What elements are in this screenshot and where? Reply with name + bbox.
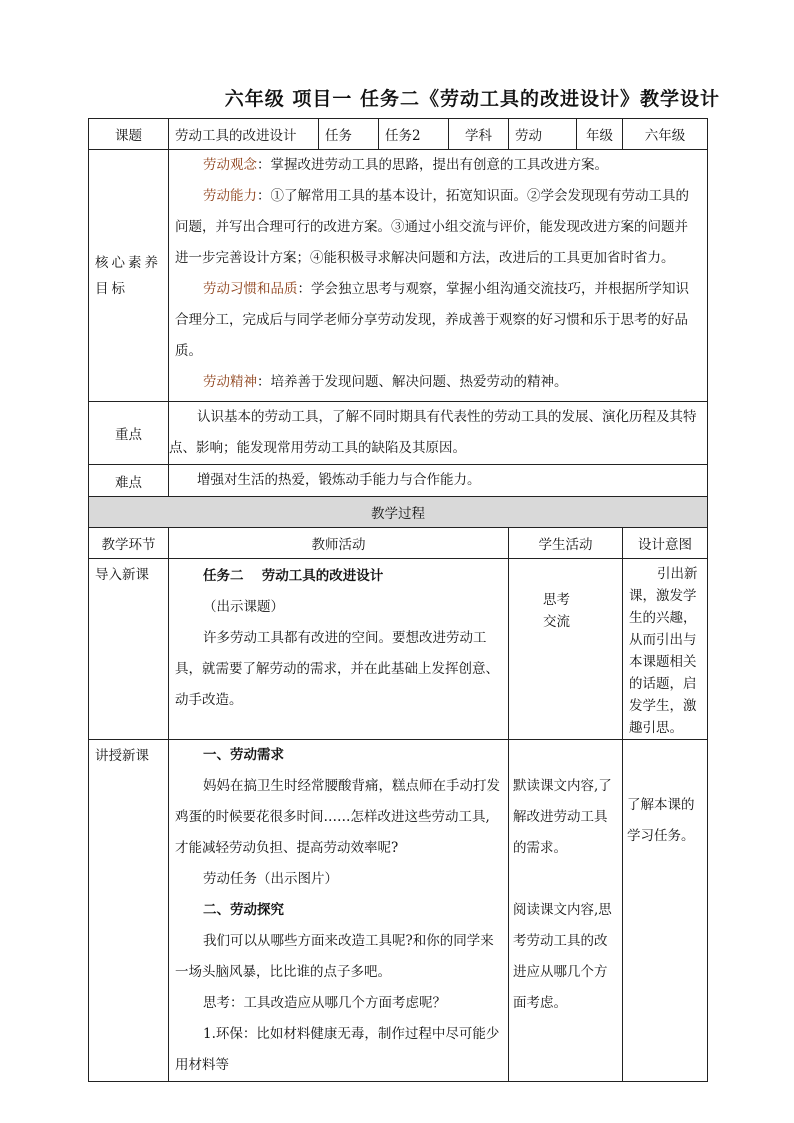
process-header-row: [89, 497, 708, 528]
difficulty-row: [89, 465, 708, 497]
teacher-activity: [169, 559, 509, 740]
literacy-item: [169, 181, 707, 274]
teacher-activity: [169, 740, 509, 1082]
column-header-stage: 教学环节: [89, 528, 169, 559]
stage-label: 讲授新课: [89, 740, 169, 1082]
literacy-item: [169, 274, 707, 367]
design-intent: [623, 740, 708, 1082]
teacher-paragraph: 1.环保：比如材料健康无毒，制作过程中尽可能少用材料等: [175, 1026, 500, 1073]
key-point-text: 认识基本的劳动工具，了解不同时期具有代表性的劳动工具的发展、演化历程及其特点、影响；能发现常用劳动工具的缺陷及其原因。: [169, 402, 708, 465]
key-point-label: 重点: [89, 402, 169, 465]
difficulty-label: 难点: [89, 465, 169, 497]
column-header-student: 学生活动: [509, 528, 623, 559]
header-row: [89, 119, 708, 150]
subject-label: 学科: [449, 119, 509, 150]
section-heading: 二、劳动探究: [203, 902, 284, 918]
literacy-key: 劳动观念: [203, 157, 257, 173]
column-header-teacher: 教师活动: [169, 528, 509, 559]
design-intent: 引出新课，激发学生的兴趣，从而引出与本课题相关的话题，启发学生，激趣引思。: [623, 559, 708, 740]
student-activity: [509, 559, 623, 740]
process-header: 教学过程: [89, 497, 708, 528]
literacy-key: 劳动能力: [203, 188, 257, 204]
literacy-text: ：培养善于发现问题、解决问题、热爱劳动的精神。: [257, 374, 568, 390]
process-columns-row: [89, 528, 708, 559]
teacher-paragraph: 劳动任务（出示图片）: [203, 871, 338, 887]
key-point-row: [89, 402, 708, 465]
column-header-intent: 设计意图: [623, 528, 708, 559]
subject-value: 劳动: [509, 119, 577, 150]
grade-value: 六年级: [623, 119, 708, 150]
task-label: 任务: [319, 119, 379, 150]
literacy-item: [169, 150, 707, 181]
section-heading: 一、劳动需求: [203, 747, 284, 763]
page-title: 六年级 项目一 任务二《劳动工具的改进设计》教学设计: [224, 88, 720, 110]
student-line: 交流: [543, 614, 570, 630]
teacher-paragraph: （出示课题）: [203, 599, 284, 615]
task-value: 任务2: [379, 119, 449, 150]
difficulty-text: 增强对生活的热爱，锻炼动手能力与合作能力。: [169, 465, 708, 497]
teacher-paragraph: 妈妈在搞卫生时经常腰酸背痛，糕点师在手动打发鸡蛋的时候要花很多时间……怎样改进这些劳动工具,才能减轻劳动负担、提高劳动效率呢?: [175, 778, 500, 856]
student-activity: [509, 740, 623, 1082]
process-row-intro: [89, 559, 708, 740]
teacher-paragraph: 许多劳动工具都有改进的空间。要想改进劳动工具，就需要了解劳动的需求，并在此基础上发挥创意、动手改造。: [175, 630, 499, 708]
literacy-text: ：掌握改进劳动工具的思路，提出有创意的工具改进方案。: [257, 157, 608, 173]
student-paragraph: 默读课文内容,了解改进劳动工具的需求。: [513, 778, 612, 856]
literacy-item: [169, 367, 707, 398]
grade-label: 年级: [577, 119, 623, 150]
topic-label: 课题: [89, 119, 169, 150]
teacher-heading: 任务二 劳动工具的改进设计: [203, 568, 384, 584]
literacy-key: 劳动习惯和品质: [203, 281, 298, 297]
process-row-main: [89, 740, 708, 1082]
student-paragraph: 阅读课文内容,思考劳动工具的改进应从哪几个方面考虑。: [513, 902, 612, 1011]
core-literacy-label: 核心素养目标: [89, 150, 169, 402]
core-literacy-row: [89, 150, 708, 402]
stage-label: 导入新课: [89, 559, 169, 740]
core-literacy-content: [169, 150, 708, 402]
lesson-plan-table: [88, 118, 708, 1082]
teacher-paragraph: 思考：工具改造应从哪几个方面考虑呢？: [203, 995, 446, 1011]
intent-text: 了解本课的学习任务。: [627, 797, 695, 844]
teacher-paragraph: 我们可以从哪些方面来改造工具呢?和你的同学来一场头脑风暴，比比谁的点子多吧。: [175, 933, 494, 980]
literacy-key: 劳动精神: [203, 374, 257, 390]
literacy-text: ：①了解常用工具的基本设计，拓宽知识面。②学会发现现有劳动工具的问题，并写出合理可行的改进方案。③通过小组交流与评价，能发现改进方案的问题并进一步完善设计方案；④能积极寻求解决问题和方法，改进后的工具更加省时省力。: [175, 188, 689, 266]
student-line: 思考: [543, 592, 570, 608]
literacy-text: ：学会独立思考与观察，掌握小组沟通交流技巧，并根据所学知识合理分工，完成后与同学老师分享劳动发现，养成善于观察的好习惯和乐于思考的好品质。: [175, 281, 689, 359]
topic-value: 劳动工具的改进设计: [169, 119, 319, 150]
